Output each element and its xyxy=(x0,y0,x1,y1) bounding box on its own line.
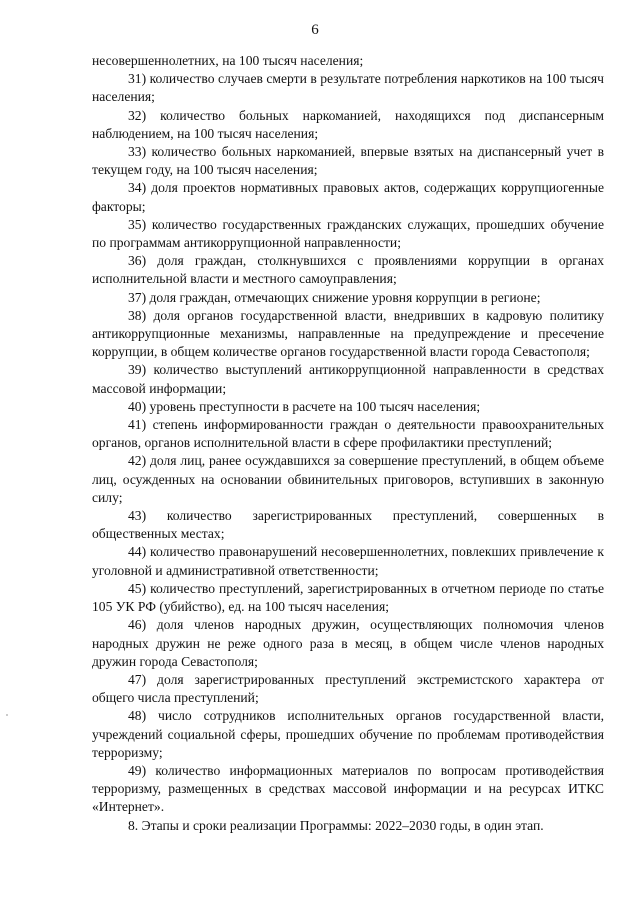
list-item-42: 42) доля лиц, ранее осуждавшихся за совершение преступлений, в общем объеме лиц, осужденных на основании обвинительных приговоров, вступивших в законную силу; xyxy=(92,453,604,505)
section-8-stages: 8. Этапы и сроки реализации Программы: 2022–2030 годы, в один этап. xyxy=(128,817,544,833)
list-item-41: 41) степень информированности граждан о деятельности правоохранительных органов, органов исполнительной власти в сфере профилактики преступлений; xyxy=(92,417,604,451)
list-item-32: 32) количество больных наркоманией, находящихся под диспансерным наблюдением, на 100 тысяч населения; xyxy=(92,107,604,141)
list-item-40: 40) уровень преступности в расчете на 100 тысяч населения; xyxy=(128,398,481,414)
list-item-47: 47) доля зарегистрированных преступлений экстремистского характера от общего числа преступлений; xyxy=(92,671,604,706)
list-item-35: 35) количество государственных гражданских служащих, прошедших обучение по программам антикоррупционной направленности; xyxy=(92,216,604,251)
paragraph-continuation: несовершеннолетних, на 100 тысяч населения; xyxy=(92,53,364,68)
list-item-38: 38) доля органов государственной власти, внедривших в кадровую политику антикоррупционные механизмы, направленные на предупреждение и пресечение коррупции, в общем количестве органов государственной власти города Севастополя; xyxy=(92,307,604,360)
list-item-43: 43) количество зарегистрированных преступлений, совершенных в общественных местах; xyxy=(92,508,604,542)
list-item-49: 49) количество информационных материалов по вопросам противодействия терроризму, размещенных в средствах массовой информации и на ресурсах ИТКС «Интернет». xyxy=(92,762,604,815)
list-item-33: 33) количество больных наркоманией, впервые взятых на диспансерный учет в текущем году, на 100 тысяч населения; xyxy=(92,144,604,178)
document-body xyxy=(92,52,604,835)
list-item-36: 36) доля граждан, столкнувшихся с проявлениями коррупции в органах исполнительной власти и местного самоуправления; xyxy=(92,253,604,287)
page-number: 6 xyxy=(311,22,319,38)
list-item-39: 39) количество выступлений антикоррупционной направленности в средствах массовой информации; xyxy=(92,362,604,396)
list-item-34: 34) доля проектов нормативных правовых актов, содержащих коррупциогенные факторы; xyxy=(92,180,604,214)
list-item-37: 37) доля граждан, отмечающих снижение уровня коррупции в регионе; xyxy=(128,289,541,305)
list-item-46: 46) доля членов народных дружин, осуществляющих полномочия членов народных дружин не реже одного раза в месяц, в общем числе членов народных дружин города Севастополя; xyxy=(92,617,604,669)
list-item-44: 44) количество правонарушений несовершеннолетних, повлекших привлечение к уголовной и административной ответственности; xyxy=(92,544,604,578)
list-item-45: 45) количество преступлений, зарегистрированных в отчетном периоде по статье 105 УК РФ (убийство), ед. на 100 тысяч населения; xyxy=(92,580,604,615)
list-item-31: 31) количество случаев смерти в результате потребления наркотиков на 100 тысяч населения; xyxy=(92,71,604,105)
scan-margin-dot xyxy=(6,714,8,716)
list-item-48: 48) число сотрудников исполнительных органов государственной власти, учреждений социальной сферы, прошедших обучение по проблемам противодействия терроризму; xyxy=(92,708,604,760)
